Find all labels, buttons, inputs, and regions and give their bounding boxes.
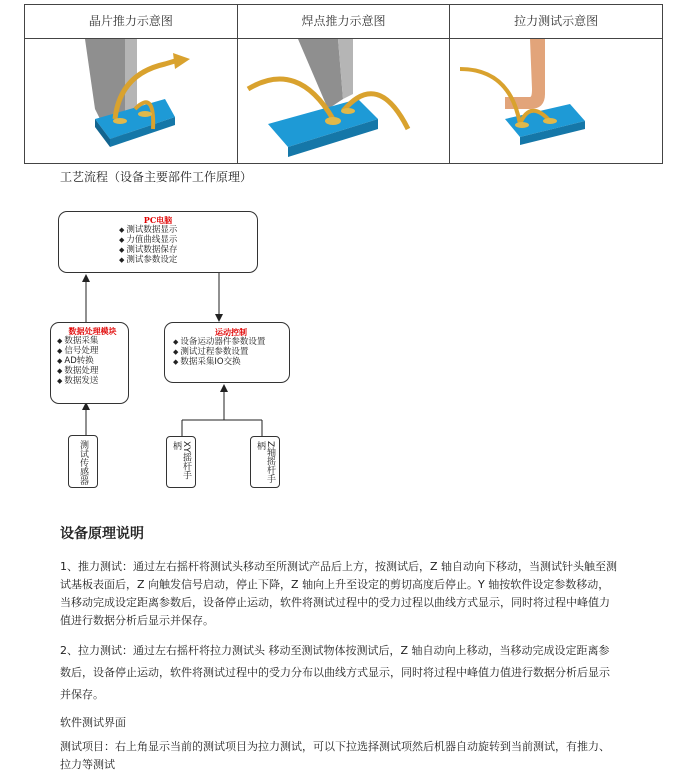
pc-item: ◆ 力值曲线显示 [119,235,257,245]
illustration-headers [25,5,662,39]
push-test-paragraph: 1、推力测试：通过左右摇杆将测试头移动至所测试产品后上方，按测试后，Z 轴自动向下移动，当测试针头触至测试基板表面后，Z 向触发信号启动，停止下降，Z 轴向上升至设定的剪切高度后停止。Y 轴按软件设定参数移动，当移动完成设定距离参数后，设备停止运动，软件将测试过程中的受力过程以曲线方式显示，同时将过程中峰值力值进行数据分析后显示并保存。 [60,560,618,627]
section-title: 设备原理说明 [60,526,144,542]
data-module-item: ◆ AD转换 [57,356,128,366]
motion-item: ◆ 数据采集IO交换 [173,357,289,367]
z-handle-label: Z轴摇杆手柄 [255,441,275,484]
data-module-item: ◆ 数据发送 [57,376,128,386]
software-ui-label: 软件测试界面 [60,716,126,729]
data-module-title: 数据处理模块 [68,326,117,336]
z-handle-box [250,436,280,488]
header-solder-push: 焊点推力示意图 [237,5,450,38]
pc-item: ◆ 测试数据显示 [119,225,257,235]
sensor-box [68,435,98,488]
process-caption: 工艺流程（设备主要部件工作原理） [60,170,253,184]
header-pull-test: 拉力测试示意图 [449,5,662,38]
data-module-item: ◆ 信号处理 [57,346,128,356]
header-die-push: 晶片推力示意图 [88,14,173,28]
xy-handle-box [166,436,196,488]
die-push-image [25,39,237,164]
data-module-item: ◆ 数据处理 [57,366,128,376]
solder-push-image [237,39,450,164]
illustration-table [24,4,663,164]
test-items-paragraph: 测试项目：右上角显示当前的测试项目为拉力测试，可以下拉选择测试项然后机器自动旋转到当前测试，有推力、拉力等测试 [60,740,610,771]
pc-box [58,211,258,273]
data-module-item: ◆ 数据采集 [57,336,128,346]
pc-title: PC电脑 [143,215,173,225]
pc-item: ◆ 测试参数设定 [119,255,257,265]
motion-item: ◆ 测试过程参数设置 [173,347,289,357]
motion-title: 运动控制 [215,327,247,337]
pull-test-paragraph: 2、拉力测试：通过左右摇杆将拉力测试头 移动至测试物体按测试后，Z 轴自动向上移动，当移动完成设定距离参数后，设备停止运动，软件将测试过程中的受力分布以曲线方式显示，同时将过程中峰值力值进行数据分析后显示并保存。 [60,644,610,701]
motion-control-box [164,322,290,383]
sensor-label: 测试传感器 [78,440,88,485]
xy-handle-label: XY摇杆手柄 [171,441,191,480]
motion-item: ◆ 设备运动器件参数设置 [173,337,289,347]
data-module-box [50,322,129,404]
pc-item: ◆ 测试数据保存 [119,245,257,255]
pull-test-image [449,39,662,164]
